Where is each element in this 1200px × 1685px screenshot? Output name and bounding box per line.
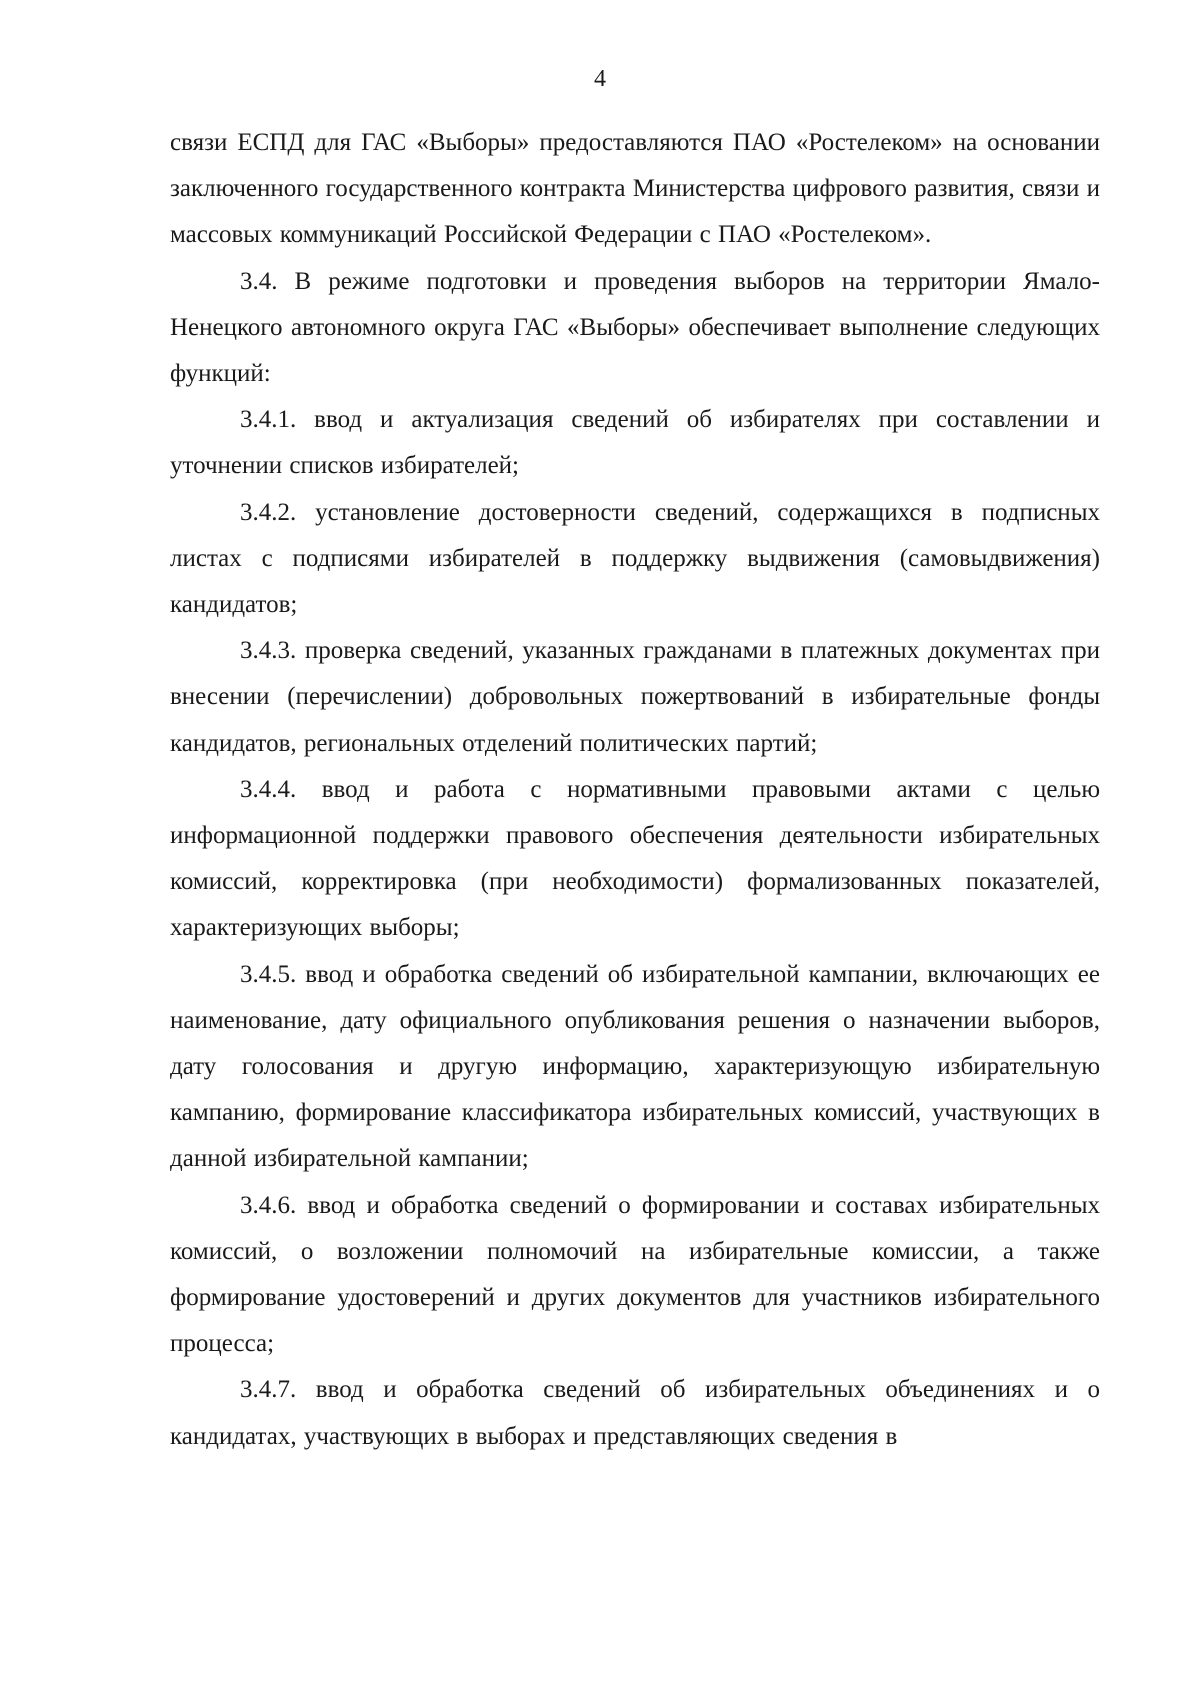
- paragraph-3-4-2: 3.4.2. установление достоверности сведений, содержащихся в подписных листах с подписями избирателей в поддержку выдвижения (самовыдвижения) кандидатов;: [170, 498, 1100, 619]
- document-body: [170, 120, 1100, 1460]
- paragraph-3-4-6: 3.4.6. ввод и обработка сведений о формировании и составах избирательных комиссий, о возложении полномочий на избирательные комиссии, а также формирование удостоверений и других документов для участников избирательного процесса;: [170, 1191, 1100, 1358]
- paragraph-3-4-7: 3.4.7. ввод и обработка сведений об избирательных объединениях и о кандидатах, участвующих в выборах и представляющих сведения в: [170, 1376, 1100, 1450]
- paragraph-3-4: 3.4. В режиме подготовки и проведения выборов на территории Ямало-Ненецкого автономного округа ГАС «Выборы» обеспечивает выполнение следующих функций:: [170, 267, 1100, 388]
- paragraph-3-4-5: 3.4.5. ввод и обработка сведений об избирательной кампании, включающих ее наименование, дату официального опубликования решения о назначении выборов, дату голосования и другую информацию, характеризующую избирательную кампанию, формирование классификатора избирательных комиссий, участвующих в данной избирательной кампании;: [170, 960, 1100, 1173]
- paragraph-3-4-3: 3.4.3. проверка сведений, указанных гражданами в платежных документах при внесении (перечислении) добровольных пожертвований в избирательные фонды кандидатов, региональных отделений политических партий;: [170, 637, 1100, 757]
- page-number: 4: [594, 66, 606, 92]
- paragraph-continuation: связи ЕСПД для ГАС «Выборы» предоставляются ПАО «Ростелеком» на основании заключенного государственного контракта Министерства цифрового развития, связи и массовых коммуникаций Российской Федерации с ПАО «Ростелеком».: [170, 129, 1100, 249]
- paragraph-3-4-4: 3.4.4. ввод и работа с нормативными правовыми актами с целью информационной поддержки правового обеспечения деятельности избирательных комиссий, корректировка (при необходимости) формализованных показателей, характеризующих выборы;: [170, 775, 1100, 942]
- paragraph-3-4-1: 3.4.1. ввод и актуализация сведений об избирателях при составлении и уточнении списков избирателей;: [170, 406, 1100, 480]
